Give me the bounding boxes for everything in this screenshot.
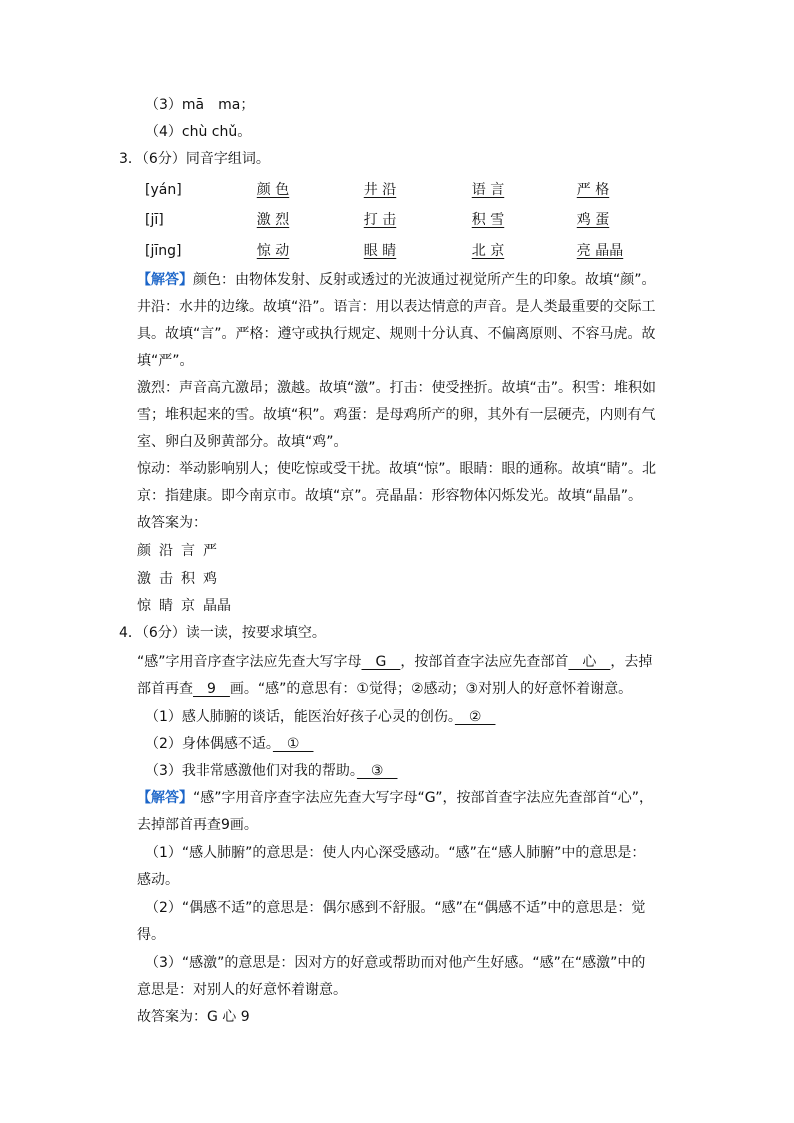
q3-pinyin: [jī] [145, 212, 164, 228]
item-blank: ③ [356, 763, 398, 779]
answer-char: 言 [181, 543, 195, 559]
answer-char: 京 [181, 598, 195, 614]
q3-pinyin: [yán] [145, 182, 182, 198]
explain-text: “感”字用音序查字法应先查大写字母“G”，按部首查字法应先查部首“心”， [193, 790, 654, 806]
q3-heading: 3．（6分）同音字组词。 [119, 151, 270, 167]
answer-tag: 【解答】 [137, 272, 193, 288]
q3-word: 激 烈 [256, 212, 290, 228]
q4-final: 故答案为：G 心 9 [137, 1009, 250, 1025]
blank-strokes: 9 [193, 681, 230, 697]
q4-heading: 4．（6分）读一读，按要求填空。 [119, 625, 326, 641]
q3-pinyin: [jīng] [145, 243, 182, 259]
answer-char: 严 [203, 543, 217, 559]
q3-word: 积 雪 [471, 212, 505, 228]
q4-explain-line: 意思是：对别人的好意怀着谢意。 [137, 982, 347, 998]
explain-text: 颜色：由物体发射、反射或透过的光波通过视觉所产生的印象。故填“颜”。 [193, 272, 656, 288]
answer-char: 积 [181, 571, 195, 587]
q4-item [145, 707, 495, 727]
q4-explain-line [137, 788, 653, 808]
q4-explain-line: （2）“偶感不适”的意思是：偶尔感到不舒服。“感”在“偶感不适”中的意思是：觉 [145, 900, 646, 916]
item-text: （1）感人肺腑的谈话，能医治好孩子心灵的创伤。 [145, 709, 455, 725]
q4-item [145, 734, 313, 754]
q3-word: 亮 晶晶 [576, 243, 624, 259]
item-blank: ② [454, 709, 496, 725]
q3-word: 井 沿 [363, 182, 397, 198]
prev-item-3: （3）mā ma； [145, 97, 255, 113]
q3-final-row [137, 569, 225, 589]
q3-explain-line: 京：指建康。即今南京市。故填“京”。亮晶晶：形容物体闪烁发光。故填“晶晶”。 [137, 488, 643, 504]
answer-char: 击 [159, 571, 173, 587]
blank-radical: 心 [568, 654, 611, 670]
q4-intro-line-2 [137, 679, 632, 699]
answer-char: 激 [137, 571, 151, 587]
q3-final-row [137, 596, 239, 616]
answer-char: 晶晶 [203, 598, 231, 614]
item-text: （3）我非常感激他们对我的帮助。 [145, 763, 357, 779]
q3-word: 严 格 [576, 182, 610, 198]
q3-explain-line: 激烈：声音高亢激昂；激越。故填“激”。打击：使受挫折。故填“击”。积雪：堆积如 [137, 380, 657, 396]
q3-word: 打 击 [363, 212, 397, 228]
q3-final-row [137, 541, 225, 561]
q4-explain-line: 得。 [137, 927, 165, 943]
intro-text: 部首再查 [137, 681, 193, 697]
q3-explain-line [137, 270, 656, 290]
q3-word: 眼 睛 [363, 243, 397, 259]
q4-explain-line: 去掉部首再查9画。 [137, 817, 258, 833]
answer-char: 鸡 [203, 571, 217, 587]
prev-item-4: （4）chù chǔ。 [145, 124, 252, 140]
q3-word: 鸡 蛋 [576, 212, 610, 228]
q3-word: 北 京 [471, 243, 505, 259]
q3-explain-line: 具。故填“言”。严格：遵守或执行规定、规则十分认真、不偏离原则、不容马虎。故 [137, 326, 656, 342]
q3-word: 颜 色 [256, 182, 290, 198]
q3-word: 语 言 [471, 182, 505, 198]
answer-char: 沿 [159, 543, 173, 559]
answer-char: 颜 [137, 543, 151, 559]
item-blank: ① [272, 736, 314, 752]
item-text: （2）身体偶感不适。 [145, 736, 273, 752]
q3-explain-line: 雪；堆积起来的雪。故填“积”。鸡蛋：是母鸡所产的卵，其外有一层硬壳，内则有气 [137, 407, 656, 423]
intro-text: ，按部首查字法应先查部首 [400, 654, 569, 670]
q3-word: 惊 动 [256, 243, 290, 259]
q3-explain-line: 室、卵白及卵黄部分。故填“鸡”。 [137, 434, 348, 450]
intro-text: 画。“感”的意思有：①觉得；②感动；③对别人的好意怀着谢意。 [229, 681, 633, 697]
q4-item [145, 761, 397, 781]
answer-char: 睛 [159, 598, 173, 614]
q4-explain-line: 感动。 [137, 872, 179, 888]
q4-explain-line: （1）“感人肺腑”的意思是：使人内心深受感动。“感”在“感人肺腑”中的意思是： [145, 845, 646, 861]
q3-explain-line: 填“严”。 [137, 353, 194, 369]
answer-tag: 【解答】 [137, 790, 193, 806]
intro-text: ，去掉 [610, 654, 653, 670]
q3-explain-line: 井沿：水井的边缘。故填“沿”。语言：用以表达情意的声音。是人类最重要的交际工 [137, 299, 656, 315]
q3-final-label: 故答案为： [137, 515, 207, 531]
q4-explain-line: （3）“感激”的意思是：因对方的好意或帮助而对他产生好感。“感”在“感激”中的 [145, 955, 646, 971]
q4-intro-line-1 [137, 652, 652, 672]
intro-text: “感”字用音序查字法应先查大写字母 [137, 654, 362, 670]
q3-explain-line: 惊动：举动影响别人；使吃惊或受干扰。故填“惊”。眼睛：眼的通称。故填“睛”。北 [137, 461, 657, 477]
answer-char: 惊 [137, 598, 151, 614]
blank-letter: G [361, 654, 401, 670]
